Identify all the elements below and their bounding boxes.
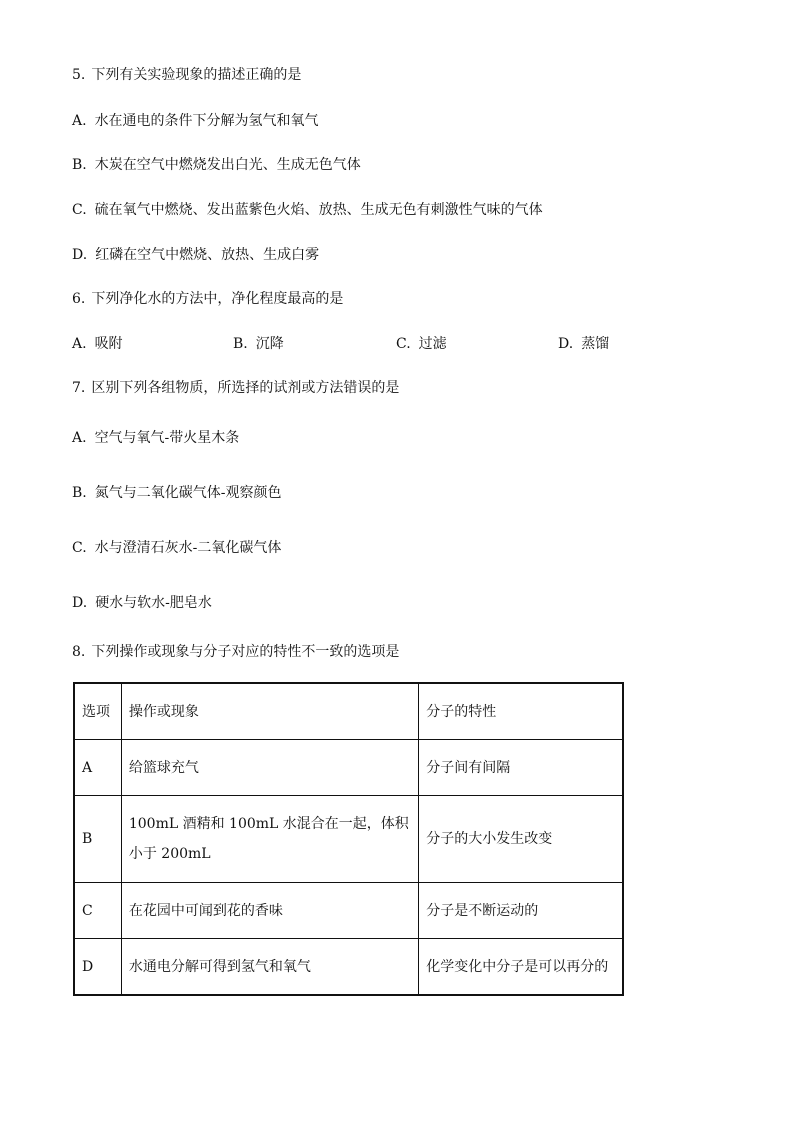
table-row <box>74 740 623 796</box>
q7-option-d-letter: D. <box>72 595 88 611</box>
q5-stem <box>72 65 301 85</box>
q5-option-b-text: 木炭在空气中燃烧发出白光、生成无色气体 <box>94 157 361 173</box>
q6-option-a-letter: A. <box>72 336 87 352</box>
q8-row-c-property: 分子是不断运动的 <box>419 883 623 939</box>
q7-option-c <box>72 538 281 558</box>
q7-stem-text: 区别下列各组物质，所选择的试剂或方法错误的是 <box>91 380 400 396</box>
q6-option-a-text: 吸附 <box>94 336 123 352</box>
q6-option-c-letter: C. <box>396 336 411 352</box>
q5-option-d-letter: D. <box>72 247 88 263</box>
q8-row-a-option: A <box>74 740 121 796</box>
q8-row-c-operation: 在花园中可闻到花的香味 <box>121 883 418 939</box>
q8-stem <box>72 642 399 662</box>
q5-option-a <box>72 111 319 131</box>
q8-number: 8. <box>72 644 86 660</box>
q5-option-c-letter: C. <box>72 202 87 218</box>
q6-number: 6. <box>72 291 86 307</box>
q7-option-a-text: 空气与氧气-带火星木条 <box>94 430 240 446</box>
q8-table-header-row <box>74 683 623 740</box>
table-row <box>74 796 623 883</box>
q6-stem <box>72 289 343 309</box>
q7-number: 7. <box>72 380 86 396</box>
q6-option-c <box>396 334 447 354</box>
q5-option-a-letter: A. <box>72 113 87 129</box>
q8-row-c-option: C <box>74 883 121 939</box>
q8-header-property: 分子的特性 <box>419 683 623 740</box>
q7-option-d <box>72 593 212 613</box>
q8-header-operation: 操作或现象 <box>121 683 418 740</box>
q8-row-a-operation: 给篮球充气 <box>121 740 418 796</box>
q5-option-d <box>72 245 319 265</box>
table-row <box>74 883 623 939</box>
q5-option-d-text: 红磷在空气中燃烧、放热、生成白雾 <box>95 247 320 263</box>
q8-row-b-operation: 100mL 酒精和 100mL 水混合在一起，体积小于 200mL <box>121 796 418 883</box>
q8-table <box>73 682 624 996</box>
q6-options <box>0 334 794 354</box>
q5-stem-text: 下列有关实验现象的描述正确的是 <box>91 67 302 83</box>
q6-option-c-text: 过滤 <box>418 336 447 352</box>
q7-option-c-text: 水与澄清石灰水-二氧化碳气体 <box>94 540 282 556</box>
q8-row-b-option: B <box>74 796 121 883</box>
q7-option-d-text: 硬水与软水-肥皂水 <box>95 595 212 611</box>
q7-option-b <box>72 483 281 503</box>
q8-row-d-operation: 水通电分解可得到氢气和氧气 <box>121 939 418 996</box>
q7-option-c-letter: C. <box>72 540 87 556</box>
q5-option-c <box>72 200 543 220</box>
q5-option-b <box>72 155 361 175</box>
q7-option-a-letter: A. <box>72 430 87 446</box>
q6-option-a <box>72 334 123 354</box>
q5-number: 5. <box>72 67 86 83</box>
q8-stem-text: 下列操作或现象与分子对应的特性不一致的选项是 <box>91 644 400 660</box>
q5-option-b-letter: B. <box>72 157 87 173</box>
table-row <box>74 939 623 996</box>
q6-option-b <box>233 334 284 354</box>
q6-option-b-text: 沉降 <box>255 336 284 352</box>
q8-row-b-property: 分子的大小发生改变 <box>419 796 623 883</box>
q8-header-option: 选项 <box>74 683 121 740</box>
q5-option-c-text: 硫在氧气中燃烧、发出蓝紫色火焰、放热、生成无色有刺激性气味的气体 <box>94 202 543 218</box>
q6-option-b-letter: B. <box>233 336 248 352</box>
q7-option-b-letter: B. <box>72 485 87 501</box>
q6-option-d-text: 蒸馏 <box>581 336 610 352</box>
q5-option-a-text: 水在通电的条件下分解为氢气和氧气 <box>94 113 319 129</box>
q7-stem <box>72 378 399 398</box>
q6-stem-text: 下列净化水的方法中，净化程度最高的是 <box>91 291 344 307</box>
q7-option-a <box>72 428 239 448</box>
q6-option-d-letter: D. <box>558 336 574 352</box>
q8-row-a-property: 分子间有间隔 <box>419 740 623 796</box>
q7-option-b-text: 氮气与二氧化碳气体-观察颜色 <box>94 485 282 501</box>
q8-row-d-property: 化学变化中分子是可以再分的 <box>419 939 623 996</box>
q8-row-d-option: D <box>74 939 121 996</box>
q6-option-d <box>558 334 609 354</box>
